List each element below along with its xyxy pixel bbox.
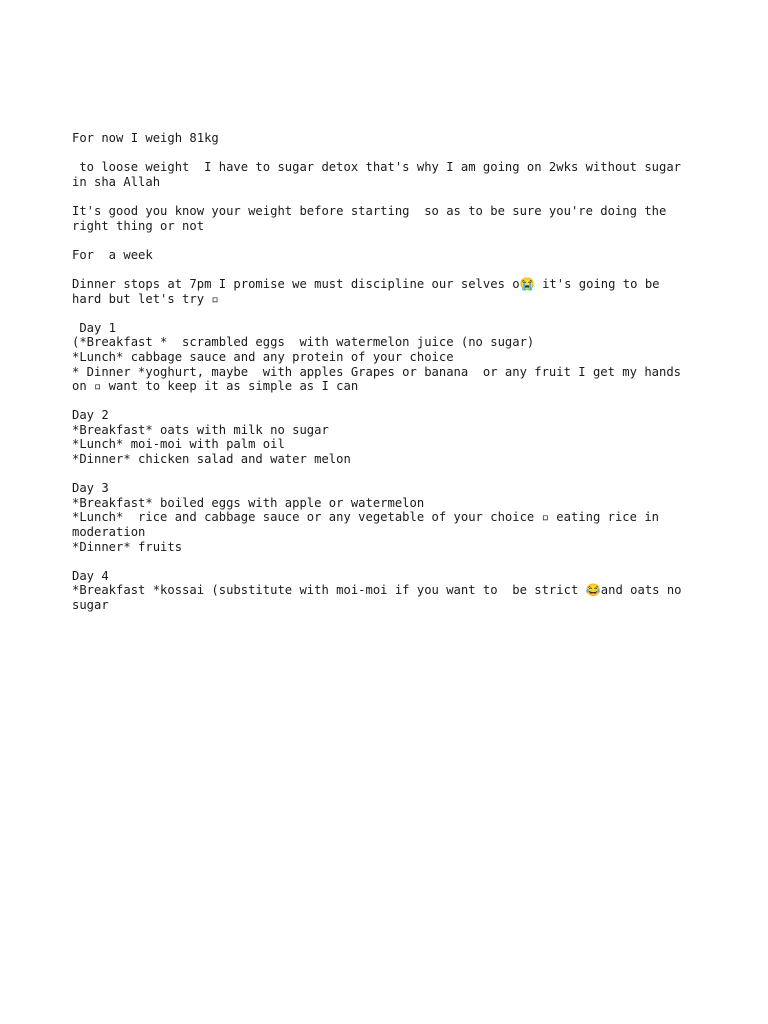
text-line: Day 1 bbox=[72, 320, 117, 335]
text-line: sugar bbox=[72, 598, 109, 612]
text-line: *Breakfast* oats with milk no sugar bbox=[72, 422, 329, 437]
text-line: Day 4 bbox=[72, 568, 109, 583]
text-line: Dinner stops at 7pm I promise we must discipline our selves o😭 it's going to be bbox=[72, 276, 660, 291]
text-line: For now I weigh 81kg bbox=[72, 131, 219, 145]
paragraph-spacer bbox=[72, 467, 702, 482]
text-line: to loose weight I have to sugar detox that's why I am going on 2wks without sugar bbox=[72, 160, 682, 175]
paragraph bbox=[72, 408, 702, 466]
text-line: moderation bbox=[72, 525, 146, 540]
paragraph bbox=[72, 321, 702, 394]
paragraph-spacer bbox=[72, 262, 702, 277]
text-line: Day 3 bbox=[72, 481, 109, 496]
paragraph bbox=[72, 248, 702, 263]
text-line: * Dinner *yoghurt, maybe with apples Grapes or banana or any fruit I get my hands bbox=[72, 364, 682, 379]
paragraph-spacer bbox=[72, 189, 702, 204]
paragraph-spacer bbox=[72, 146, 702, 161]
paragraph bbox=[72, 277, 702, 306]
text-line: *Lunch* moi-moi with palm oil bbox=[72, 437, 285, 452]
text-line: For a week bbox=[72, 247, 153, 262]
paragraph-spacer bbox=[72, 554, 702, 569]
text-line: *Dinner* chicken salad and water melon bbox=[72, 452, 351, 467]
paragraph-spacer bbox=[72, 306, 702, 321]
paragraph bbox=[72, 131, 702, 146]
text-line: *Dinner* fruits bbox=[72, 539, 183, 554]
text-line: *Breakfast* boiled eggs with apple or watermelon bbox=[72, 495, 425, 510]
text-line: *Lunch* cabbage sauce and any protein of your choice bbox=[72, 349, 454, 364]
text-line: It's good you know your weight before starting so as to be sure you're doing the bbox=[72, 203, 667, 218]
text-line: right thing or not bbox=[72, 218, 205, 233]
paragraph bbox=[72, 160, 702, 189]
text-line: Day 2 bbox=[72, 408, 109, 423]
text-line: (*Breakfast * scrambled eggs with watermelon juice (no sugar) bbox=[72, 335, 535, 350]
paragraph bbox=[72, 204, 702, 233]
paragraph bbox=[72, 569, 702, 613]
text-line: *Breakfast *kossai (substitute with moi-moi if you want to be strict 😂and oats no bbox=[72, 583, 682, 598]
paragraph bbox=[72, 481, 702, 554]
text-line: hard but let's try ▫ bbox=[72, 291, 219, 306]
text-line: in sha Allah bbox=[72, 174, 161, 189]
text-line: on ▫ want to keep it as simple as I can bbox=[72, 379, 359, 394]
paragraph-spacer bbox=[72, 233, 702, 248]
paragraph-spacer bbox=[72, 394, 702, 409]
text-line: *Lunch* rice and cabbage sauce or any vegetable of your choice ▫ eating rice in bbox=[72, 510, 659, 525]
document-body bbox=[72, 131, 702, 613]
